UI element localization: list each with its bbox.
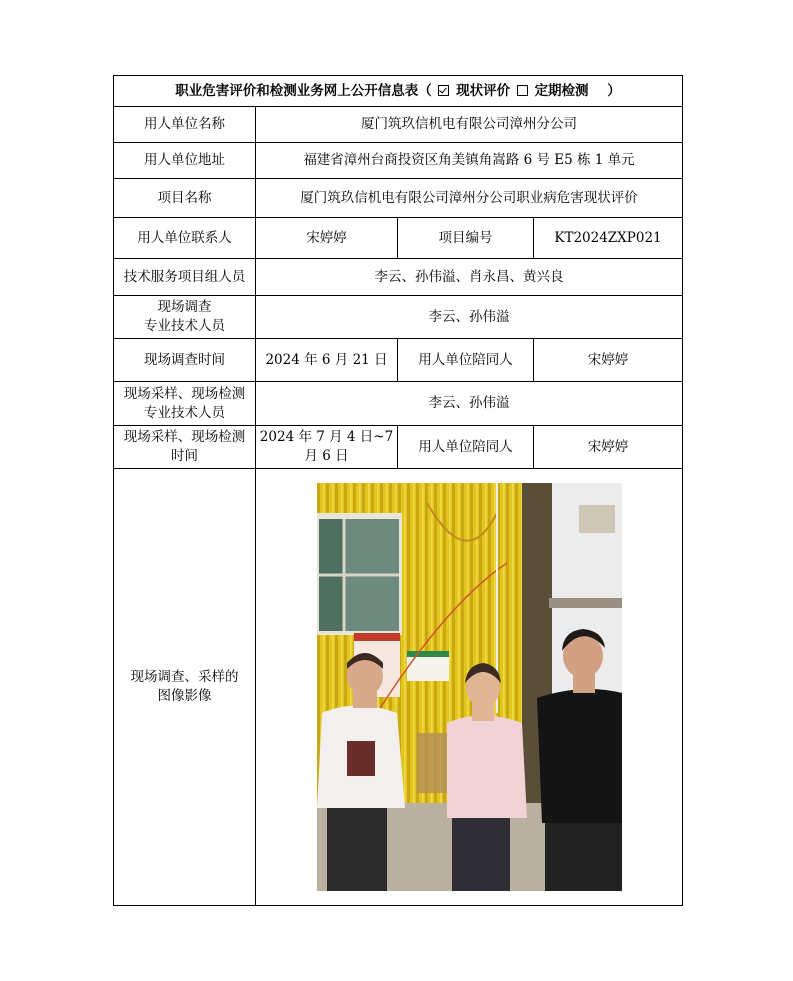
photo-label [114, 469, 256, 906]
contact-label: 用人单位联系人 [114, 218, 256, 259]
project-name-label: 项目名称 [114, 179, 256, 218]
survey-staff-label [114, 296, 256, 339]
title-text: 职业危害评价和检测业务网上公开信息表（ [175, 82, 432, 99]
project-code-value: KT2024ZXP021 [534, 218, 683, 259]
sampling-time-value [256, 426, 398, 469]
checkbox-checked-icon [438, 85, 449, 96]
site-photo-image [317, 483, 622, 891]
sampling-escort-label: 用人单位陪同人 [398, 426, 534, 469]
sampling-staff-label-line2: 专业技术人员 [144, 404, 225, 421]
survey-time-value: 2024 年 6 月 21 日 [256, 339, 398, 382]
disclosure-table [113, 75, 683, 906]
contact-value: 宋婷婷 [256, 218, 398, 259]
sampling-time-label [114, 426, 256, 469]
survey-staff-label-line1: 现场调查 [157, 299, 212, 315]
survey-time-label: 现场调查时间 [114, 339, 256, 382]
team-value: 李云、孙伟溢、肖永昌、黄兴良 [256, 259, 683, 296]
option-periodic-testing: 定期检测 [534, 82, 589, 99]
survey-escort-value: 宋婷婷 [534, 339, 683, 382]
project-name-value: 厦门筑玖信机电有限公司漳州分公司职业病危害现状评价 [256, 179, 683, 218]
option-current-evaluation: 现状评价 [456, 82, 511, 99]
unit-name-label: 用人单位名称 [114, 107, 256, 143]
team-label: 技术服务项目组人员 [114, 259, 256, 296]
project-code-label: 项目编号 [398, 218, 534, 259]
unit-address-label: 用人单位地址 [114, 143, 256, 179]
title-close: ） [607, 82, 621, 99]
sampling-staff-value: 李云、孙伟溢 [256, 382, 683, 426]
survey-staff-value: 李云、孙伟溢 [256, 296, 683, 339]
sampling-staff-label [114, 382, 256, 426]
photo-label-line1: 现场调查、采样的 [130, 669, 239, 685]
sampling-staff-label-line1: 现场采样、现场检测 [123, 385, 246, 402]
photo-label-line2: 图像影像 [157, 688, 212, 704]
checkbox-empty-icon [517, 85, 528, 96]
survey-escort-label: 用人单位陪同人 [398, 339, 534, 382]
sampling-time-value-line2: 月 6 日 [304, 448, 349, 464]
sampling-time-label-line1: 现场采样、现场检测 [123, 429, 246, 445]
site-photo [317, 483, 622, 891]
photo-cell [256, 469, 683, 906]
sampling-time-label-line2: 时间 [171, 448, 198, 464]
unit-name-value: 厦门筑玖信机电有限公司漳州分公司 [256, 107, 683, 143]
table-title [114, 76, 683, 107]
survey-staff-label-line2: 专业技术人员 [144, 318, 225, 334]
unit-address-value: 福建省漳州台商投资区角美镇角嵩路 6 号 E5 栋 1 单元 [256, 143, 683, 179]
sampling-time-value-line1: 2024 年 7 月 4 日~7 [259, 429, 394, 445]
sampling-escort-value: 宋婷婷 [534, 426, 683, 469]
